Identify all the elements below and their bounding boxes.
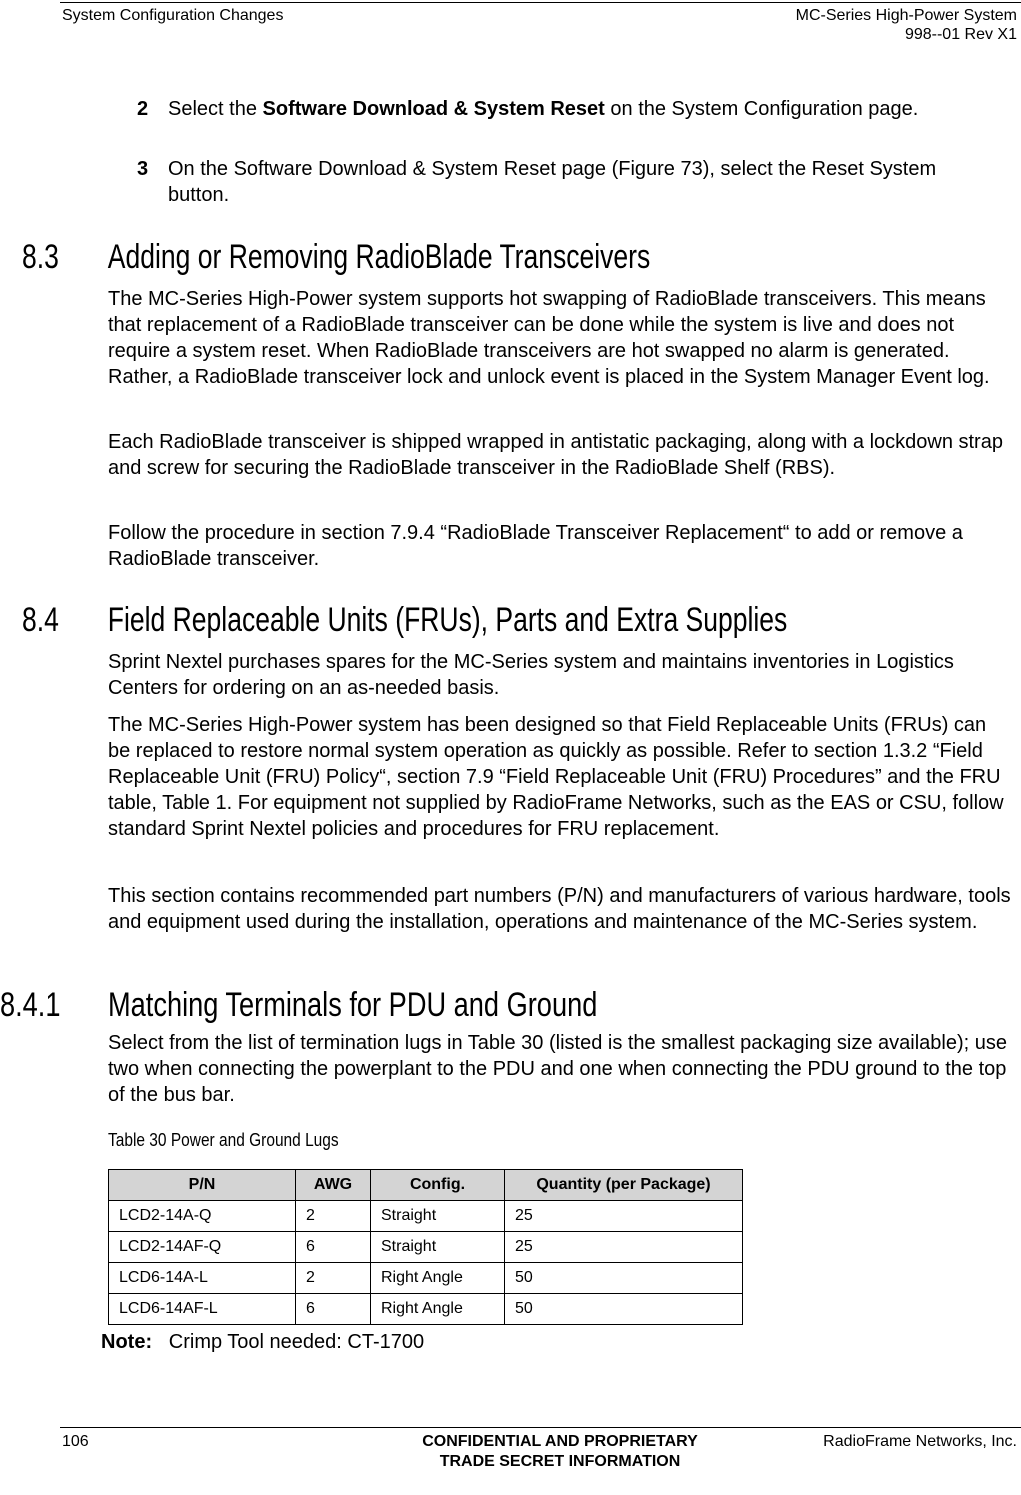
header-title: System Configuration Changes — [62, 7, 284, 24]
table-row — [109, 1201, 743, 1232]
step-text-post: on the System Configuration page. — [604, 98, 919, 120]
header-doc-rev: 998--01 Rev X1 — [904, 26, 1017, 43]
table-header-row — [109, 1170, 743, 1201]
table-cell: LCD6-14A-L — [109, 1263, 296, 1294]
paragraph: Each RadioBlade transceiver is shipped wrapped in antistatic packaging, along with a lockdown strap and screw for securing the RadioBlade transceiver in the RadioBlade Shelf (RBS). — [108, 431, 1003, 479]
table-row — [109, 1263, 743, 1294]
table-cell: LCD2-14A-Q — [109, 1201, 296, 1232]
paragraph: The MC-Series High-Power system supports hot swapping of RadioBlade transceivers. This means that replacement of a RadioBlade transceiver can be done while the system is live and does not require a system reset. When RadioBlade transceivers are hot swapped no alarm is generated. Rather, a RadioBlade transceiver lock and unlock event is placed in the System Manager Event log. — [108, 288, 990, 388]
table-caption: Table 30 Power and Ground Lugs — [108, 1130, 339, 1150]
table-cell: Straight — [371, 1232, 505, 1263]
header-rule — [60, 2, 1021, 3]
note — [101, 1331, 424, 1354]
table-cell: 6 — [296, 1232, 371, 1263]
table-header-cell: P/N — [109, 1170, 296, 1201]
table-row — [109, 1294, 743, 1325]
table-cell: LCD6-14AF-L — [109, 1294, 296, 1325]
step-text: On the Software Download & System Reset page (Figure 73), select the Reset System button. — [168, 158, 937, 206]
paragraph: Sprint Nextel purchases spares for the MC-Series system and maintains inventories in Logistics Centers for ordering on an as-needed basis. — [108, 651, 954, 699]
confidentiality-line: TRADE SECRET INFORMATION — [439, 1453, 681, 1470]
step-number: 3 — [137, 158, 149, 180]
confidentiality-line: CONFIDENTIAL AND PROPRIETARY — [422, 1433, 698, 1450]
table-cell: LCD2-14AF-Q — [109, 1232, 296, 1263]
section-number: 8.4 — [22, 601, 59, 639]
header-product — [796, 6, 1017, 44]
table-cell: 2 — [296, 1201, 371, 1232]
company-name: RadioFrame Networks, Inc. — [823, 1433, 1017, 1450]
step-number: 2 — [137, 98, 149, 120]
page-number: 106 — [62, 1433, 89, 1450]
confidentiality-notice — [380, 1432, 740, 1472]
table-cell: 50 — [505, 1294, 743, 1325]
table-header-cell: Config. — [371, 1170, 505, 1201]
section-title: Field Replaceable Units (FRUs), Parts and Extra Supplies — [107, 601, 788, 639]
footer-rule — [60, 1427, 1021, 1428]
table-header-cell: Quantity (per Package) — [505, 1170, 743, 1201]
paragraph: This section contains recommended part numbers (P/N) and manufacturers of various hardware, tools and equipment used during the installation, operations and maintenance of the MC-Series system. — [108, 885, 1011, 933]
table-row — [109, 1232, 743, 1263]
paragraph: The MC-Series High-Power system has been designed so that Field Replaceable Units (FRUs) can be replaced to restore normal system operation as quickly as possible. Refer to section 1.3.2 “Field Replaceable Unit (FRU) Policy“, section 7.9 “Field Replaceable Unit (FRU) Procedures” and the FRU table, Table 1. For equipment not supplied by RadioFrame Networks, such as the EAS or CSU, follow standard Sprint Nextel policies and procedures for FRU replacement. — [108, 714, 1004, 840]
lugs-table — [108, 1169, 743, 1325]
table-cell: 25 — [505, 1232, 743, 1263]
table-cell: Right Angle — [371, 1263, 505, 1294]
step-text-pre: Select the — [168, 98, 263, 120]
table-cell: 50 — [505, 1263, 743, 1294]
table-header-cell: AWG — [296, 1170, 371, 1201]
step-text-bold: Software Download & System Reset — [262, 98, 605, 120]
table-cell: Straight — [371, 1201, 505, 1232]
header-product-name: MC-Series High-Power System — [795, 7, 1017, 24]
subsection-number: 8.4.1 — [0, 986, 61, 1024]
paragraph: Select from the list of termination lugs in Table 30 (listed is the smallest packaging size available); use two when connecting the powerplant to the PDU and one when connecting the PDU ground to the top of the bus bar. — [108, 1032, 1007, 1106]
note-text: Crimp Tool needed: CT-1700 — [168, 1331, 425, 1353]
step-text — [168, 96, 988, 122]
table-cell: 2 — [296, 1263, 371, 1294]
paragraph: Follow the procedure in section 7.9.4 “RadioBlade Transceiver Replacement“ to add or remove a RadioBlade transceiver. — [108, 522, 963, 570]
table-cell: 6 — [296, 1294, 371, 1325]
table-cell: Right Angle — [371, 1294, 505, 1325]
section-number: 8.3 — [22, 238, 59, 276]
table-cell: 25 — [505, 1201, 743, 1232]
subsection-title: Matching Terminals for PDU and Ground — [108, 986, 598, 1024]
section-title: Adding or Removing RadioBlade Transceivers — [107, 238, 651, 276]
note-label: Note: — [101, 1331, 153, 1353]
